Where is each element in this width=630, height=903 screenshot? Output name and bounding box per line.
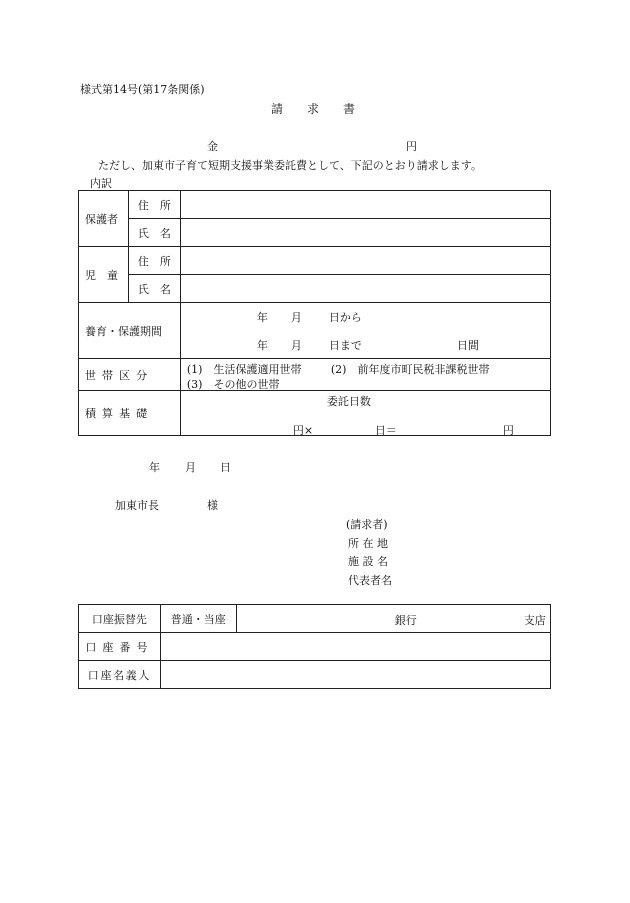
account-holder-field[interactable] [160, 661, 550, 689]
bank-branch-field[interactable] [236, 605, 550, 633]
guardian-address-label: 住 所 [128, 191, 180, 219]
claimant-header: (請求者) [346, 518, 388, 531]
period-start-month: 月 [290, 311, 302, 324]
period-end-year: 年 [256, 339, 268, 352]
account-holder-label: 口座名義人 [79, 661, 161, 689]
form-number: 様式第14号(第17条関係) [80, 83, 205, 96]
household-options [180, 359, 550, 391]
date-year: 年 [149, 461, 160, 474]
period-label: 養育・保護期間 [79, 303, 181, 359]
amount-prefix: 金 [207, 140, 218, 153]
calc-label: 積算基礎 [79, 391, 181, 436]
account-number-label: 口座番号 [79, 633, 161, 661]
child-name-field[interactable] [180, 275, 550, 303]
breakdown-label: 内訳 [90, 177, 112, 190]
child-name-label: 氏 名 [128, 275, 180, 303]
date-day: 日 [220, 461, 231, 474]
calc-days-label: 委託日数 [326, 395, 371, 408]
period-end-day: 日まで [328, 339, 362, 352]
period-days: 日間 [456, 339, 479, 352]
bank-table [78, 604, 551, 689]
amount-unit: 円 [406, 140, 417, 153]
statement-text: ただし、加東市子育て短期支援事業委託費として、下記のとおり請求します。 [98, 159, 482, 172]
claimant-representative: 代表者名 [348, 574, 392, 587]
household-label: 世帯区分 [79, 359, 181, 391]
guardian-name-label: 氏 名 [128, 219, 180, 247]
bank-transfer-label: 口座振替先 [79, 605, 161, 633]
calc-yen-x: 円× [292, 424, 314, 437]
period-field[interactable] [180, 303, 550, 359]
child-address-label: 住 所 [128, 247, 180, 275]
calc-field[interactable] [180, 391, 550, 436]
branch-suffix: 支店 [523, 614, 546, 627]
period-end-month: 月 [290, 339, 302, 352]
date-month: 月 [185, 461, 196, 474]
child-address-field[interactable] [180, 247, 550, 275]
calc-day-eq: 日＝ [374, 424, 397, 437]
claimant-location: 所 在 地 [348, 537, 388, 550]
document-title: 請 求 書 [271, 102, 356, 116]
household-option-3[interactable]: (3) その他の世帯 [186, 378, 280, 391]
household-option-2[interactable]: (2) 前年度市町民税非課税世帯 [330, 363, 490, 376]
guardian-label: 保護者 [79, 191, 129, 247]
period-start-day: 日から [328, 311, 362, 324]
bank-suffix: 銀行 [394, 614, 417, 627]
guardian-address-field[interactable] [180, 191, 550, 219]
addressee-honorific: 様 [207, 499, 218, 512]
household-option-1[interactable]: (1) 生活保護適用世帯 [186, 363, 302, 376]
child-label: 児 童 [79, 247, 129, 303]
breakdown-table [78, 190, 551, 436]
claimant-facility: 施 設 名 [348, 555, 388, 568]
addressee-name: 加東市長 [115, 499, 159, 512]
period-start-year: 年 [256, 311, 268, 324]
guardian-name-field[interactable] [180, 219, 550, 247]
calc-yen: 円 [502, 424, 514, 437]
account-number-field[interactable] [160, 633, 550, 661]
account-type[interactable]: 普通・当座 [160, 605, 236, 633]
